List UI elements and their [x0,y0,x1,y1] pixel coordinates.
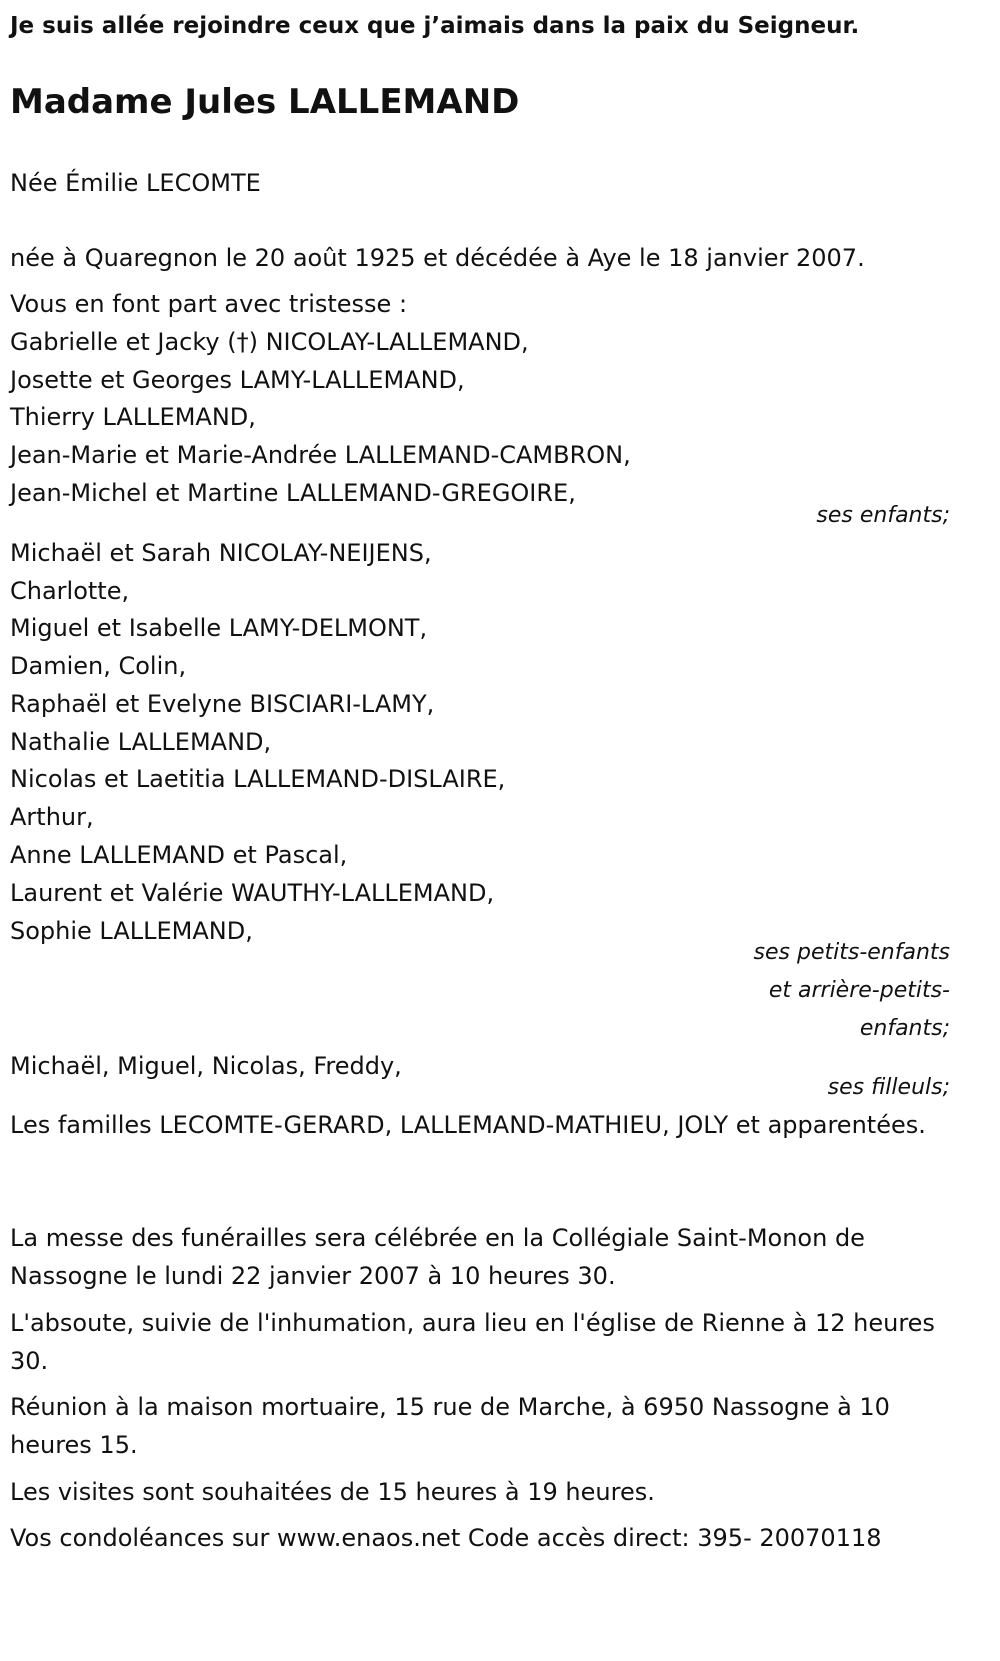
deceased-name: Madame Jules LALLEMAND [10,82,520,122]
grandchildren-role-line-1: ses petits-enfants [753,940,950,965]
grandchild-line: Sophie LALLEMAND, [10,917,253,945]
grandchild-line: Charlotte, [10,577,130,605]
grandchildren-role-line-2: et arrière-petits- [768,978,950,1003]
child-line: Gabrielle et Jacky (†) NICOLAY-LALLEMAND, [10,328,529,356]
announcement-intro: Vous en font part avec tristesse : [10,290,408,318]
birth-death: née à Quaregnon le 20 août 1925 et décédée à Aye le 18 janvier 2007. [10,244,865,272]
child-line: Jean-Marie et Marie-Andrée LALLEMAND-CAMBRON, [10,441,631,469]
grandchild-line: Laurent et Valérie WAUTHY-LALLEMAND, [10,879,495,907]
absolution-paragraph: L'absoute, suivie de l'inhumation, aura lieu en l'église de Rienne à 12 heures 30. [10,1309,935,1375]
child-line: Jean-Michel et Martine LALLEMAND-GREGOIRE, [10,479,576,507]
child-line: Josette et Georges LAMY-LALLEMAND, [10,366,465,394]
mass-paragraph: La messe des funérailles sera célébrée en la Collégiale Saint-Monon de Nassogne le lundi 22 janvier 2007 à 10 heures 30. [10,1224,865,1290]
grandchild-line: Arthur, [10,803,94,831]
godchildren-role: ses filleuls; [827,1075,950,1100]
families-paragraph: Les familles LECOMTE-GERARD, LALLEMAND-MATHIEU, JOLY et apparentées. [10,1111,926,1139]
grandchild-line: Anne LALLEMAND et Pascal, [10,841,348,869]
godchildren-line: Michaël, Miguel, Nicolas, Freddy, [10,1052,402,1080]
maiden-name: Née Émilie LECOMTE [10,169,261,197]
grandchild-line: Damien, Colin, [10,652,187,680]
epigraph: Je suis allée rejoindre ceux que j’aimais dans la paix du Seigneur. [10,13,860,39]
grandchildren-role-line-3: enfants; [859,1016,950,1041]
grandchild-line: Raphaël et Evelyne BISCIARI-LAMY, [10,690,435,718]
child-line: Thierry LALLEMAND, [10,403,256,431]
grandchild-line: Miguel et Isabelle LAMY-DELMONT, [10,614,428,642]
grandchild-line: Michaël et Sarah NICOLAY-NEIJENS, [10,539,432,567]
grandchild-line: Nathalie LALLEMAND, [10,728,272,756]
meeting-paragraph: Réunion à la maison mortuaire, 15 rue de Marche, à 6950 Nassogne à 10 heures 15. [10,1393,890,1459]
condolences-line: Vos condoléances sur www.enaos.net Code accès direct: 395- 20070118 [10,1524,882,1552]
children-role: ses enfants; [816,503,950,528]
visits-line: Les visites sont souhaitées de 15 heures à 19 heures. [10,1478,655,1506]
grandchild-line: Nicolas et Laetitia LALLEMAND-DISLAIRE, [10,765,506,793]
